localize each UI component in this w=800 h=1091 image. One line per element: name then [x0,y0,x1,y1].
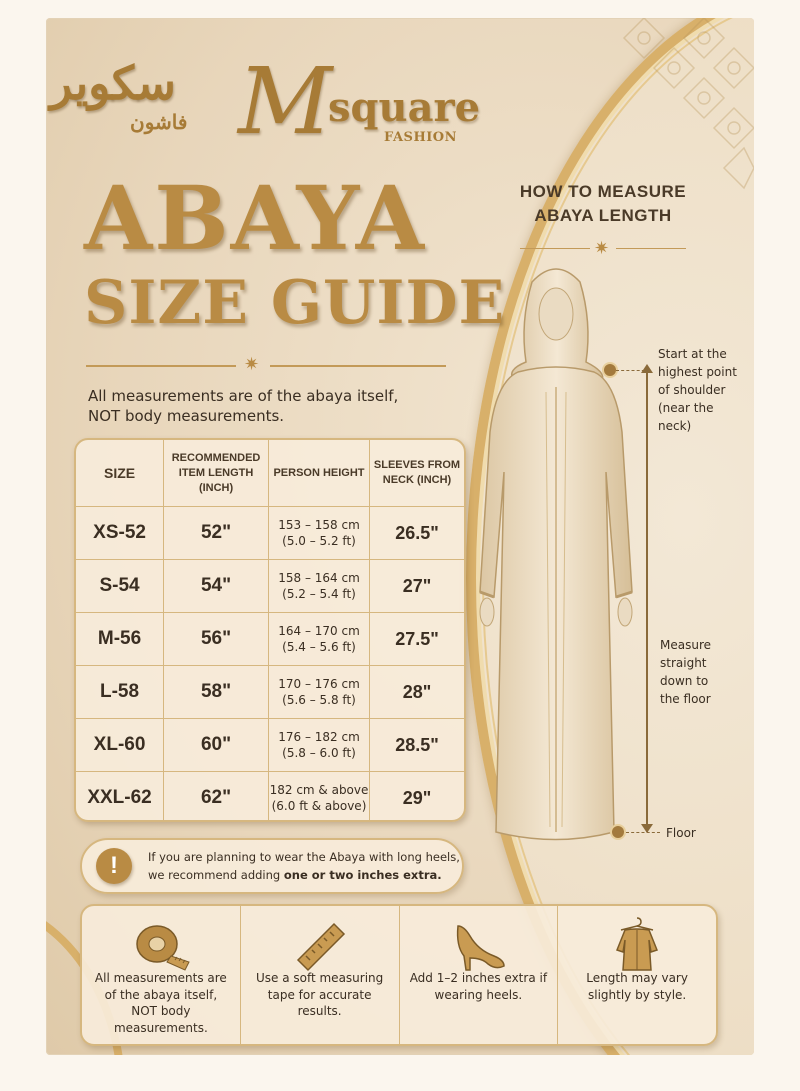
cell-height-cm: 158 – 164 cm [278,571,360,585]
cell-height-cm: 170 – 176 cm [278,677,360,691]
measuring-tape-roll-icon [131,916,191,972]
abaya-hanger-icon [607,916,667,972]
cell-size: XXL-62 [87,787,152,808]
table-header-row [76,440,464,506]
measure-heading-line2: ABAYA LENGTH [534,206,672,225]
cell-height-ft: (5.6 – 5.8 ft) [282,693,356,707]
size-table [74,438,466,822]
info-item [82,906,240,1044]
table-row [76,665,464,718]
cell-size: L-58 [100,681,140,702]
logo-fashion: FASHION [384,130,458,145]
cell-height-cm: 164 – 170 cm [278,624,360,638]
cell-height-ft: (5.2 – 5.4 ft) [282,587,356,601]
brand-logo [50,48,490,156]
cell-size: XS-52 [93,522,146,543]
title-divider-left [86,365,236,367]
tip-text [148,848,462,884]
measure-line [646,368,648,832]
measure-heading [508,180,698,228]
logo-m-letter: M [238,48,333,155]
page-subtitle: SIZE GUIDE [84,268,506,338]
cell-height-cm: 182 cm & above [269,783,369,797]
high-heel-icon [448,916,508,972]
tip-text-regular: If you are planning to wear the Abaya with long heels, we recommend adding [148,850,460,882]
table-row [76,506,464,559]
cell-length: 54" [163,560,268,612]
cell-height [268,666,369,718]
header-size: SIZE [103,464,136,481]
logo-english-name: square [328,84,481,131]
info-text: Length may vary slightly by style. [586,971,688,1002]
floor-point-marker [612,826,624,838]
cell-length: 60" [163,719,268,771]
cell-height [268,772,369,822]
cell-height [268,560,369,612]
cell-sleeve: 26.5" [369,507,464,559]
info-text: Add 1–2 inches extra if wearing heels. [409,971,548,1002]
title-divider-right [270,365,446,367]
heels-tip-banner [80,838,464,894]
cell-height-cm: 176 – 182 cm [278,730,360,744]
abaya-figure-icon [466,262,646,852]
cell-size: M-56 [97,628,142,649]
cell-height-ft: (5.4 – 5.6 ft) [282,640,356,654]
cell-length: 52" [163,507,268,559]
cell-height-ft: (5.0 – 5.2 ft) [282,534,356,548]
cell-height [268,613,369,665]
header-sleeves: SLEEVES FROM NECK (INCH) [369,440,464,506]
cell-sleeve: 28.5" [369,719,464,771]
ruler-tape-icon [290,916,350,972]
cell-height [268,507,369,559]
disclaimer-text: All measurements are of the abaya itself, NOT body measurements. [88,387,399,425]
note-floor: Floor [666,826,696,840]
header-height: PERSON HEIGHT [268,440,369,506]
cell-size: XL-60 [93,734,146,755]
cell-height-ft: (6.0 ft & above) [271,799,367,813]
cell-sleeve: 27" [369,560,464,612]
info-item [399,906,558,1044]
table-row [76,771,464,822]
note-start-shoulder: Start at the highest point of shoulder (near the neck) [658,347,737,433]
floor-guide-line [626,832,660,833]
measure-divider-left [520,248,590,249]
shoulder-point-marker [604,364,616,376]
logo-arabic-name: سكوير [50,56,176,110]
info-item [240,906,399,1044]
page-title: ABAYA [84,166,427,270]
tip-text-bold: one or two inches extra. [283,868,442,882]
measure-heading-line1: HOW TO MEASURE [519,182,687,201]
info-text: Use a soft measuring tape for accurate results. [255,971,384,1018]
header-length: RECOMMENDED ITEM LENGTH (INCH) [163,440,268,506]
cell-sleeve: 28" [369,666,464,718]
cell-length: 58" [163,666,268,718]
star-ornament-icon: ✷ [594,238,610,259]
cell-length: 56" [163,613,268,665]
note-measure-down: Measure straight down to the floor [660,638,711,706]
cell-sleeve: 29" [369,772,464,822]
logo-arabic-sub: فاشون [130,110,188,134]
info-text: All measurements are of the abaya itself, NOT body measurements. [94,971,227,1035]
info-panel [80,904,718,1046]
table-row [76,718,464,771]
cell-sleeve: 27.5" [369,613,464,665]
cell-length: 62" [163,772,268,822]
measure-divider-right [616,248,686,249]
info-item [557,906,716,1044]
table-row [76,559,464,612]
exclamation-icon: ! [96,848,132,884]
star-ornament-icon: ✷ [244,354,260,375]
cell-height [268,719,369,771]
cell-size: S-54 [99,575,140,596]
cell-height-ft: (5.8 – 6.0 ft) [282,746,356,760]
table-row [76,612,464,665]
cell-height-cm: 153 – 158 cm [278,518,360,532]
